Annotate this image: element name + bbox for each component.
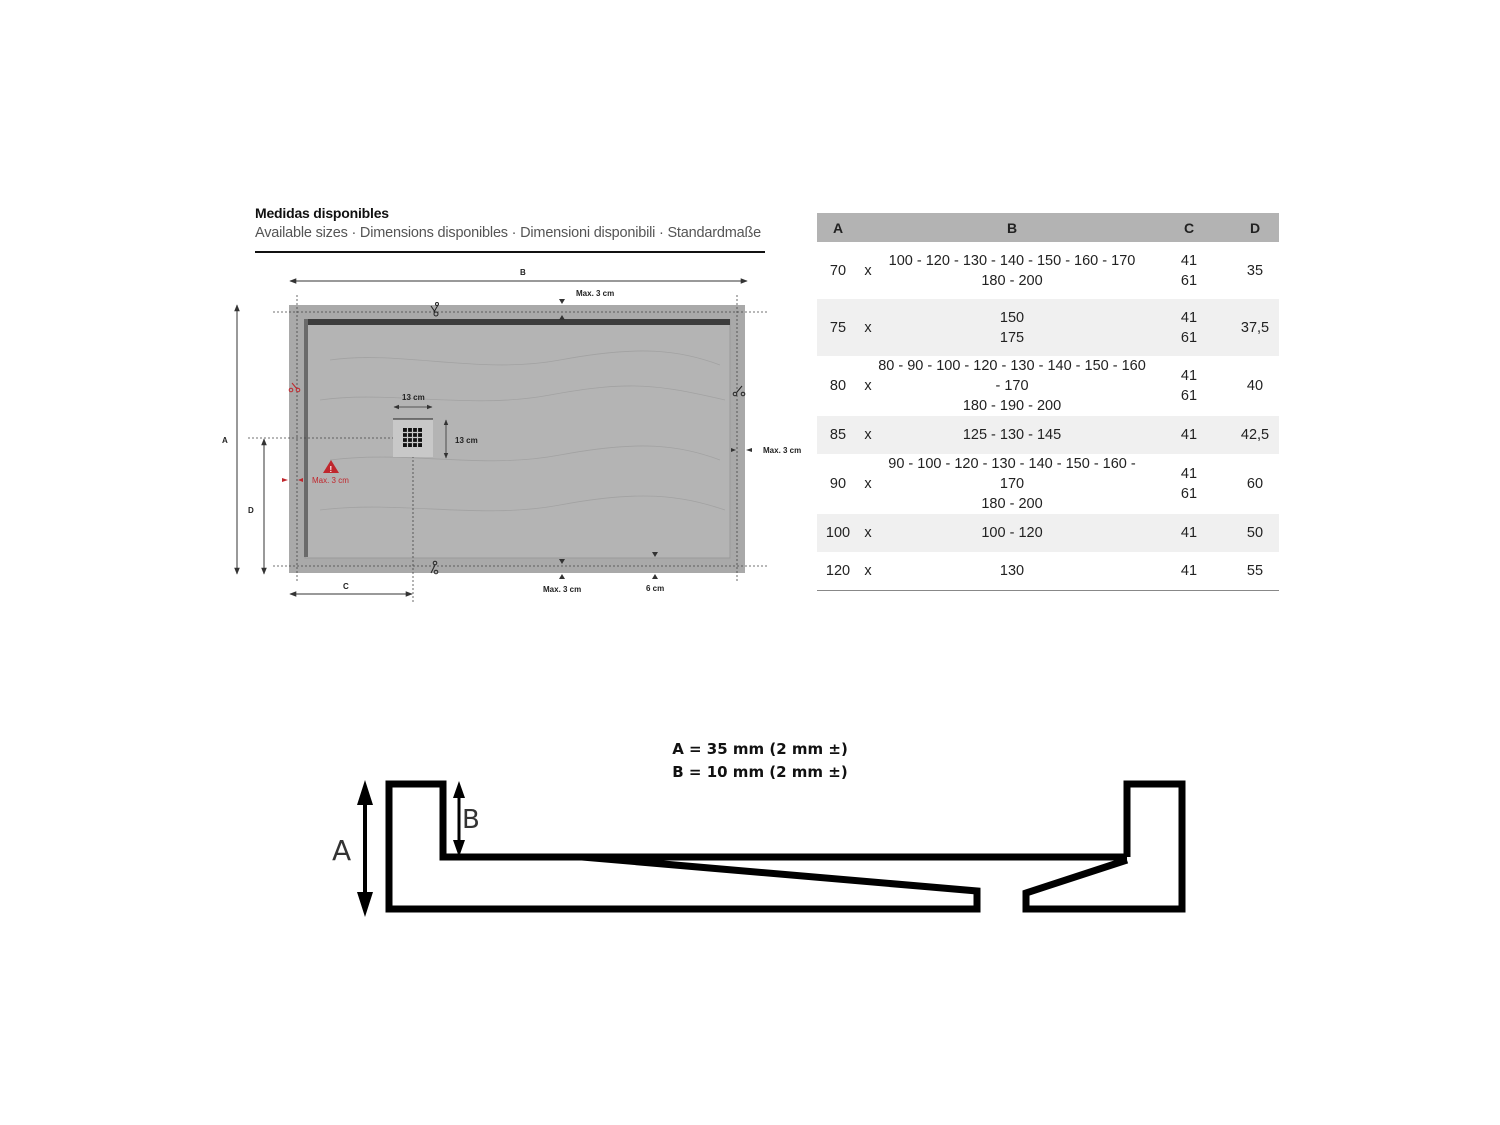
cell-d: 55 xyxy=(1231,552,1279,590)
cell-x: x xyxy=(864,476,872,492)
cell-b-line1: 90 - 100 - 120 - 130 - 140 - 150 - 160 - 170 xyxy=(888,456,1136,492)
cell-c-line2: 61 xyxy=(1180,329,1198,346)
warning-exclamation: ! xyxy=(329,465,333,474)
table-header-row xyxy=(817,213,1279,242)
cell-b: 100 - 120 xyxy=(877,514,1147,552)
profile-left-section xyxy=(389,784,977,909)
cell-b-line2: 180 - 200 xyxy=(981,496,1043,512)
cell-c xyxy=(1147,454,1231,514)
dimension-a-label: A xyxy=(222,436,228,445)
cell-b: 125 - 130 - 145 xyxy=(877,416,1147,454)
column-header-c: C xyxy=(1147,213,1231,242)
cell-d: 40 xyxy=(1246,378,1264,394)
cell-b-line1: 150 xyxy=(999,309,1025,326)
cell-c-line1: 41 xyxy=(1180,252,1198,269)
header-divider xyxy=(255,251,765,253)
cell-a: 120 xyxy=(817,552,859,590)
cell-x: x xyxy=(859,552,877,590)
table-row xyxy=(817,454,1279,514)
table-row xyxy=(817,242,1279,299)
cell-b-line2: 175 xyxy=(999,329,1025,346)
cell-a: 80 xyxy=(829,378,847,394)
cell-a: 85 xyxy=(817,416,859,454)
max-right-label: Max. 3 cm xyxy=(763,446,802,455)
column-header-d: D xyxy=(1231,213,1279,242)
profile-right-section xyxy=(1026,784,1182,909)
column-header-b: B xyxy=(877,213,1147,242)
cell-b-line2: 180 - 190 - 200 xyxy=(962,398,1062,414)
profile-label-b: B xyxy=(462,805,480,835)
table-row xyxy=(817,299,1279,356)
cell-a: 75 xyxy=(817,299,859,356)
cell-b: 130 xyxy=(877,552,1147,590)
cell-x: x xyxy=(864,378,872,394)
cell-b xyxy=(877,299,1147,356)
cell-c-line2: 61 xyxy=(1180,486,1198,502)
cell-a: 70 xyxy=(829,262,847,279)
dimension-b-label: B xyxy=(520,268,526,277)
rim-bottom-label: 6 cm xyxy=(646,584,665,593)
cell-a: 90 xyxy=(829,476,847,492)
tray-inner xyxy=(305,320,730,558)
cell-c-line2: 61 xyxy=(1180,272,1198,289)
table-row xyxy=(817,416,1279,454)
max-top-label: Max. 3 cm xyxy=(576,289,615,298)
section-subtitle: Available sizes · Dimensions disponibles · Dimensioni disponibili · Standardmaße xyxy=(255,225,761,241)
table-row xyxy=(817,356,1279,416)
cell-x: x xyxy=(859,299,877,356)
sizes-table xyxy=(817,213,1279,591)
cell-b xyxy=(877,454,1147,514)
section-title: Medidas disponibles xyxy=(255,205,389,221)
drain-width-label: 13 cm xyxy=(402,393,425,402)
cell-d: 50 xyxy=(1231,514,1279,552)
max-bottom-label: Max. 3 cm xyxy=(543,585,582,594)
profile-spec-b: B = 10 mm (2 mm ±) xyxy=(672,763,848,781)
column-header-spacer xyxy=(859,213,877,242)
cell-b-line1: 80 - 90 - 100 - 120 - 130 - 140 - 150 - 160 - 170 xyxy=(878,358,1146,394)
profile-spec-a: A = 35 mm (2 mm ±) xyxy=(672,740,848,758)
cell-a: 100 xyxy=(817,514,859,552)
cell-d: 35 xyxy=(1246,262,1264,279)
cell-x: x xyxy=(859,416,877,454)
cell-c: 41 xyxy=(1147,514,1231,552)
cell-c-line2: 61 xyxy=(1180,388,1198,404)
cell-c-line1: 41 xyxy=(1180,466,1198,482)
cell-b xyxy=(877,242,1147,299)
cell-x: x xyxy=(859,514,877,552)
dimension-c-label: C xyxy=(343,582,349,591)
tray-profile-cross-section xyxy=(320,770,1200,930)
max-left-warning-label: Max. 3 cm xyxy=(312,476,349,485)
tray-top-view-diagram xyxy=(215,262,815,612)
column-header-a: A xyxy=(817,213,859,242)
cell-c xyxy=(1147,242,1231,299)
cell-c-line1: 41 xyxy=(1180,368,1198,384)
cell-b xyxy=(877,356,1147,416)
cell-c: 41 xyxy=(1147,552,1231,590)
cell-d: 37,5 xyxy=(1231,299,1279,356)
cell-b-line2: 180 - 200 xyxy=(981,272,1043,289)
table-row xyxy=(817,514,1279,552)
cell-c xyxy=(1147,299,1231,356)
cell-c-line1: 41 xyxy=(1180,309,1198,326)
cell-b-line1: 100 - 120 - 130 - 140 - 150 - 160 - 170 xyxy=(888,252,1136,269)
table-row xyxy=(817,552,1279,590)
cell-x: x xyxy=(864,262,872,279)
dimension-d-label: D xyxy=(248,506,254,515)
cell-c: 41 xyxy=(1147,416,1231,454)
tray-top-channel xyxy=(304,319,730,325)
profile-label-a: A xyxy=(332,834,352,867)
cell-d: 60 xyxy=(1246,476,1264,492)
cell-d: 42,5 xyxy=(1231,416,1279,454)
cell-c xyxy=(1147,356,1231,416)
drain-height-label: 13 cm xyxy=(455,436,478,445)
